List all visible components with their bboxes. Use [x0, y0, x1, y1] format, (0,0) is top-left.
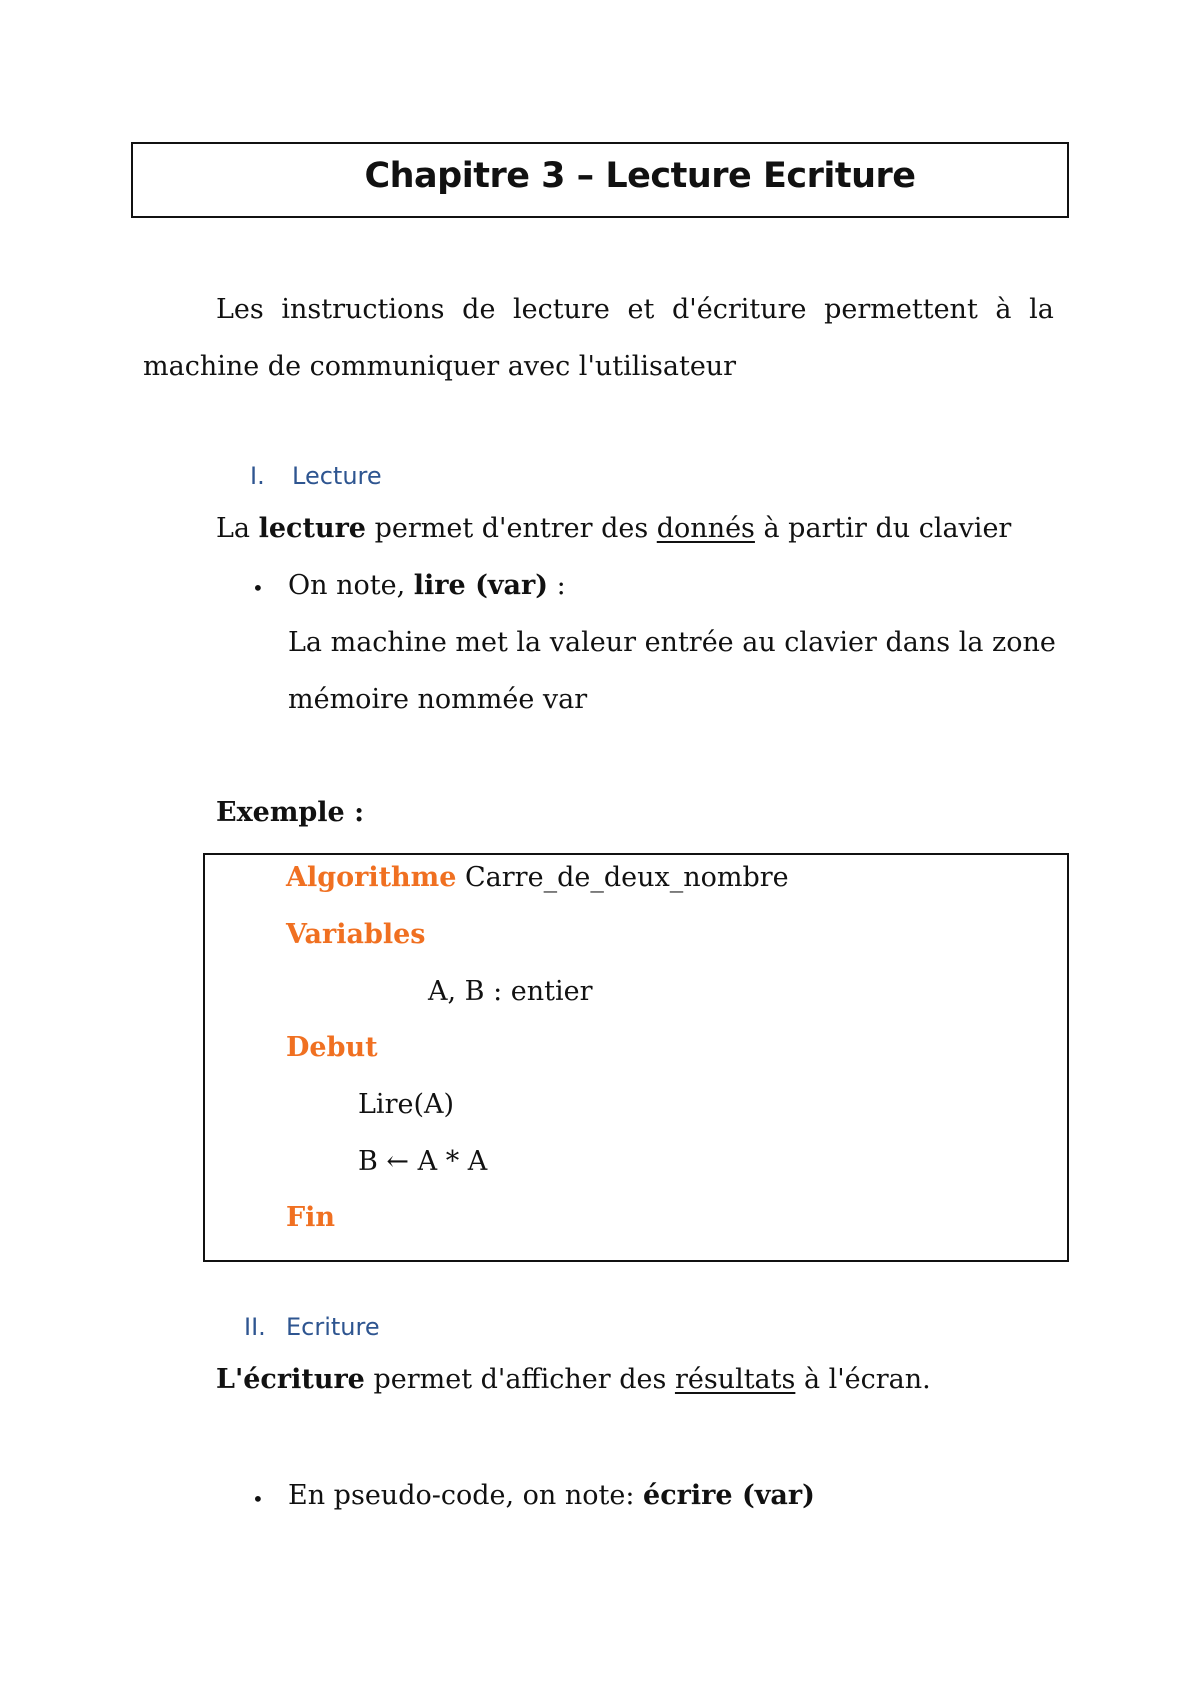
title-box [131, 142, 1069, 218]
intro-word: d'écriture [672, 294, 807, 325]
section-heading-lecture [250, 462, 382, 490]
lecture-definition [216, 513, 1011, 544]
underlined-term: donnés [656, 513, 755, 544]
text-fragment: En pseudo-code, on note: [288, 1480, 644, 1511]
code-line-declaration: A, B : entier [428, 976, 593, 1007]
text-fragment: permet d'entrer des [366, 513, 657, 544]
section-title: Lecture [292, 462, 382, 490]
example-label: Exemple : [216, 797, 365, 828]
underlined-term: résultats [674, 1364, 796, 1395]
intro-word: Les [216, 294, 264, 325]
code-line-statement: B ← A * A [358, 1146, 488, 1177]
intro-line-2: machine de communiquer avec l'utilisateur [143, 351, 737, 382]
bold-term: écrire (var) [643, 1480, 815, 1511]
code-line-fin: Fin [286, 1202, 336, 1233]
bullet-icon: • [252, 576, 264, 600]
text-fragment: permet d'afficher des [364, 1364, 675, 1395]
intro-word: à [995, 294, 1012, 325]
intro-word: instructions [281, 294, 445, 325]
text-fragment: On note, [288, 570, 414, 601]
intro-word: permettent [824, 294, 978, 325]
keyword: Algorithme [286, 862, 457, 893]
section-number: I. [250, 462, 265, 490]
bullet-item-ecrire [288, 1480, 815, 1511]
bold-term: L'écriture [216, 1364, 365, 1395]
intro-word: lecture [513, 294, 610, 325]
text-fragment: à partir du clavier [754, 513, 1012, 544]
section-title: Ecriture [286, 1313, 380, 1341]
bullet-description-line-2: mémoire nommée var [288, 684, 588, 715]
code-line-variables: Variables [286, 919, 426, 950]
code-line-algorithme [286, 862, 789, 893]
text-fragment: La [216, 513, 259, 544]
section-number: II. [244, 1313, 266, 1341]
intro-word: et [627, 294, 655, 325]
bold-term: lire (var) [413, 570, 549, 601]
section-heading-ecriture [244, 1313, 380, 1341]
intro-line-1 [216, 294, 1054, 325]
intro-word: la [1029, 294, 1054, 325]
bullet-item-lire [288, 570, 566, 601]
text-fragment: : [548, 570, 566, 601]
bold-term: lecture [258, 513, 366, 544]
code-line-statement: Lire(A) [358, 1089, 455, 1120]
algorithm-name: Carre_de_deux_nombre [456, 862, 789, 893]
page-title: Chapitre 3 – Lecture Ecriture [364, 156, 916, 196]
text-fragment: à l'écran. [795, 1364, 931, 1395]
bullet-description-line-1: La machine met la valeur entrée au clavier dans la zone [288, 627, 1056, 658]
code-line-debut: Debut [286, 1032, 378, 1063]
bullet-icon: • [252, 1487, 264, 1511]
intro-word: de [462, 294, 496, 325]
ecriture-definition [216, 1364, 931, 1395]
